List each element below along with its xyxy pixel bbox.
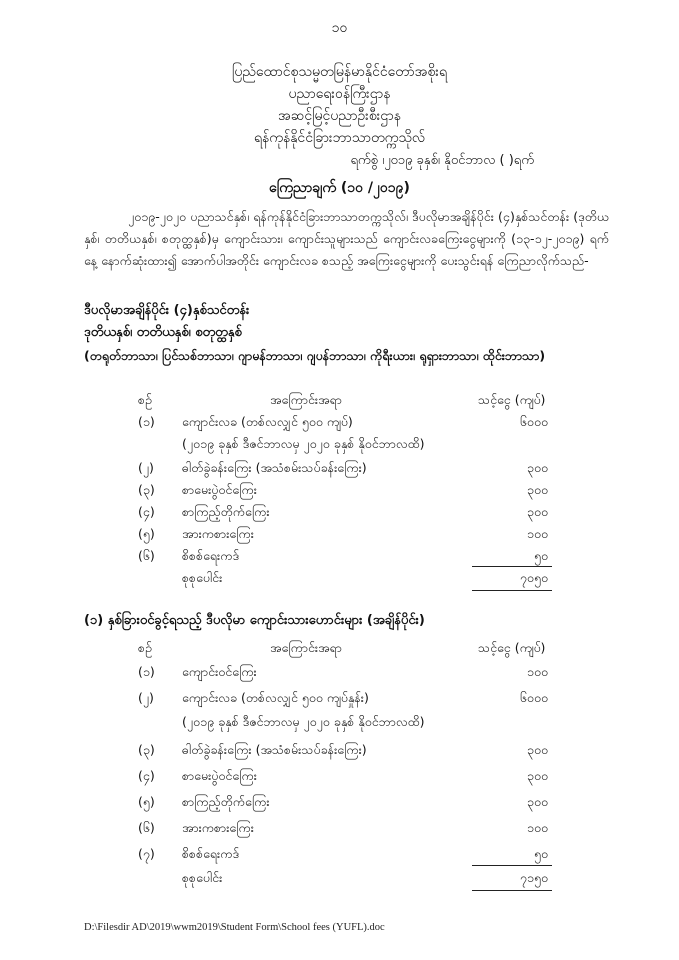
table-row-item: ဓါတ်ခွဲခန်းကြေး (အသံစမ်းသပ်ခန်းကြေး) [182, 460, 367, 475]
section1-languages: (တရုတ်ဘာသာ၊ ပြင်သစ်ဘာသာ၊ ဂျာမန်ဘာသာ၊ ဂျပန်ဘာသာ၊ ကိုရီးယား၊ ရုရှားဘာသာ၊ ထိုင်းဘာသာ) [84, 348, 546, 363]
table-row-note: (၂၀၁၉ ခုနှစ် ဒီဇင်ဘာလမှ ၂၀၂၀ ခုနှစ် နိုဝင်ဘာလထိ) [182, 714, 425, 729]
section2-title: (၁) နှစ်ခြားဝင်ခွင့်ရသည့် ဒီပလိုမာ ကျောင်းသားဟောင်းများ (အချိန်ပိုင်း) [84, 613, 425, 628]
section2-total-label: စုစုပေါင်း [182, 870, 223, 885]
table-row-no: (၄) [138, 504, 155, 519]
section1-title: ဒီပလိုမာအချိန်ပိုင်း (၄)နှစ်သင်တန်း [84, 303, 250, 318]
table-row-amount: ၃၀၀ [526, 504, 548, 519]
footer-file-path: D:\Filesdir AD\2019\wwm2019\Student Form\School fees (YUFL).doc [84, 922, 385, 933]
table-row-amount: ၃၀၀ [526, 460, 548, 475]
section1-col-item: အကြောင်းအရာ [270, 392, 342, 407]
table-row-item: စာမေးပွဲဝင်ကြေး [182, 482, 257, 497]
table-row-amount: ၆၀၀၀ [519, 690, 548, 705]
table-row-no: (၇) [138, 846, 155, 861]
total-rule-bottom [472, 590, 552, 591]
table-row-amount: ၃၀၀ [526, 768, 548, 783]
table-row-item: ကျောင်းဝင်ကြေး [182, 664, 257, 679]
table-row-no: (၆) [138, 548, 155, 563]
table-row-item: ဓါတ်ခွဲခန်းကြေး (အသံစမ်းသပ်ခန်းကြေး) [182, 742, 367, 757]
intro-paragraph: ၂၀၁၉-၂၀၂၀ ပညာသင်နှစ်၊ ရန်ကုန်နိုင်ငံခြားဘာသာတက္ကသိုလ်၊ ဒီပလိုမာအချိန်ပိုင်း (၄)နှစ်သင်တန်း (ဒုတိယနှစ်၊ တတိယနှစ်၊ စတုတ္ထနှစ်)မှ ကျောင်းသား၊ ကျောင်းသူများသည် ကျောင်းလခကြေးငွေများကို (၁၃-၁၂-၂၀၁၉) ရက်နေ့ နောက်ဆုံးထား၍ အောက်ပါအတိုင်း ကျောင်းလခ စသည့် အကြေးငွေများကို ပေးသွင်းရန် ကြေညာလိုက်သည်- [84, 209, 609, 268]
table-row-amount: ၃၀၀ [526, 742, 548, 757]
section2-col-amount: သင့်ငွေ (ကျပ်) [478, 640, 546, 655]
table-row-no: (၃) [138, 742, 155, 757]
section1-total-label: စုစုပေါင်း [182, 570, 223, 585]
table-row-amount: ၃၀၀ [526, 482, 548, 497]
reference-date: ရက်စွဲ ၊၂၀၁၉ ခုနှစ်၊ နိုဝင်ဘာလ ( )ရက် [350, 153, 534, 168]
announcement-title: ကြေညာချက် (၁၀ /၂၀၁၉) [269, 180, 410, 196]
total-rule-bottom [472, 890, 552, 891]
table-row-item: ကျောင်းလခ (တစ်လလျှင် ၅၀၀ ကျပ်နှုန်း) [182, 690, 369, 705]
table-row-item: စိစစ်ရေးကဒ် [182, 548, 239, 563]
total-rule-top [472, 566, 552, 567]
table-row-no: (၆) [138, 820, 155, 835]
table-row-no: (၁) [138, 664, 155, 679]
table-row-no: (၂) [138, 460, 154, 475]
section1-col-no: စဉ် [138, 392, 152, 407]
table-row-amount: ၅၀ [533, 548, 548, 563]
table-row-no: (၅) [138, 794, 155, 809]
page-number: ၁၀ [331, 20, 348, 36]
header-university: ရန်ကုန်နိုင်ငံခြားဘာသာတက္ကသိုလ် [253, 130, 426, 146]
table-row-no: (၂) [138, 690, 154, 705]
table-row-item: စာကြည့်တိုက်ကြေး [182, 504, 270, 519]
section1-total: ၇၀၅၀ [519, 570, 548, 585]
section2-total: ၇၁၅၀ [519, 870, 548, 885]
table-row-amount: ၁၀၀ [526, 526, 548, 541]
table-row-item: ကျောင်းလခ (တစ်လလျှင် ၅၀၀ ကျပ်) [182, 414, 353, 429]
table-row-note: (၂၀၁၉ ခုနှစ် ဒီဇင်ဘာလမှ ၂၀၂၀ ခုနှစ် နိုဝင်ဘာလထိ) [182, 436, 425, 451]
table-row-no: (၄) [138, 768, 155, 783]
table-row-item: စိစစ်ရေးကဒ် [182, 846, 239, 861]
table-row-no: (၅) [138, 526, 155, 541]
table-row-no: (၃) [138, 482, 155, 497]
table-row-amount: ၆၀၀၀ [519, 414, 548, 429]
section1-years: ဒုတိယနှစ်၊ တတိယနှစ်၊ စတုတ္ထနှစ် [84, 325, 242, 340]
header-department: အဆင့်မြင့်ပညာဦးစီးဌာန [277, 108, 402, 124]
table-row-amount: ၃၀၀ [526, 794, 548, 809]
header-government: ပြည်ထောင်စုသမ္မတမြန်မာနိုင်ငံတော်အစိုးရ [232, 64, 447, 80]
section2-col-no: စဉ် [138, 640, 152, 655]
table-row-no: (၁) [138, 414, 155, 429]
table-row-item: စာမေးပွဲဝင်ကြေး [182, 768, 257, 783]
table-row-item: စာကြည့်တိုက်ကြေး [182, 794, 270, 809]
section1-col-amount: သင့်ငွေ (ကျပ်) [478, 392, 546, 407]
header-ministry: ပညာရေးဝန်ကြီးဌာန [288, 86, 391, 102]
section2-col-item: အကြောင်းအရာ [270, 640, 342, 655]
table-row-amount: ၅၀ [533, 846, 548, 861]
table-row-amount: ၁၀၀ [526, 664, 548, 679]
table-row-item: အားကစားကြေး [182, 526, 254, 541]
table-row-amount: ၁၀၀ [526, 820, 548, 835]
table-row-item: အားကစားကြေး [182, 820, 254, 835]
total-rule-top [472, 865, 552, 866]
